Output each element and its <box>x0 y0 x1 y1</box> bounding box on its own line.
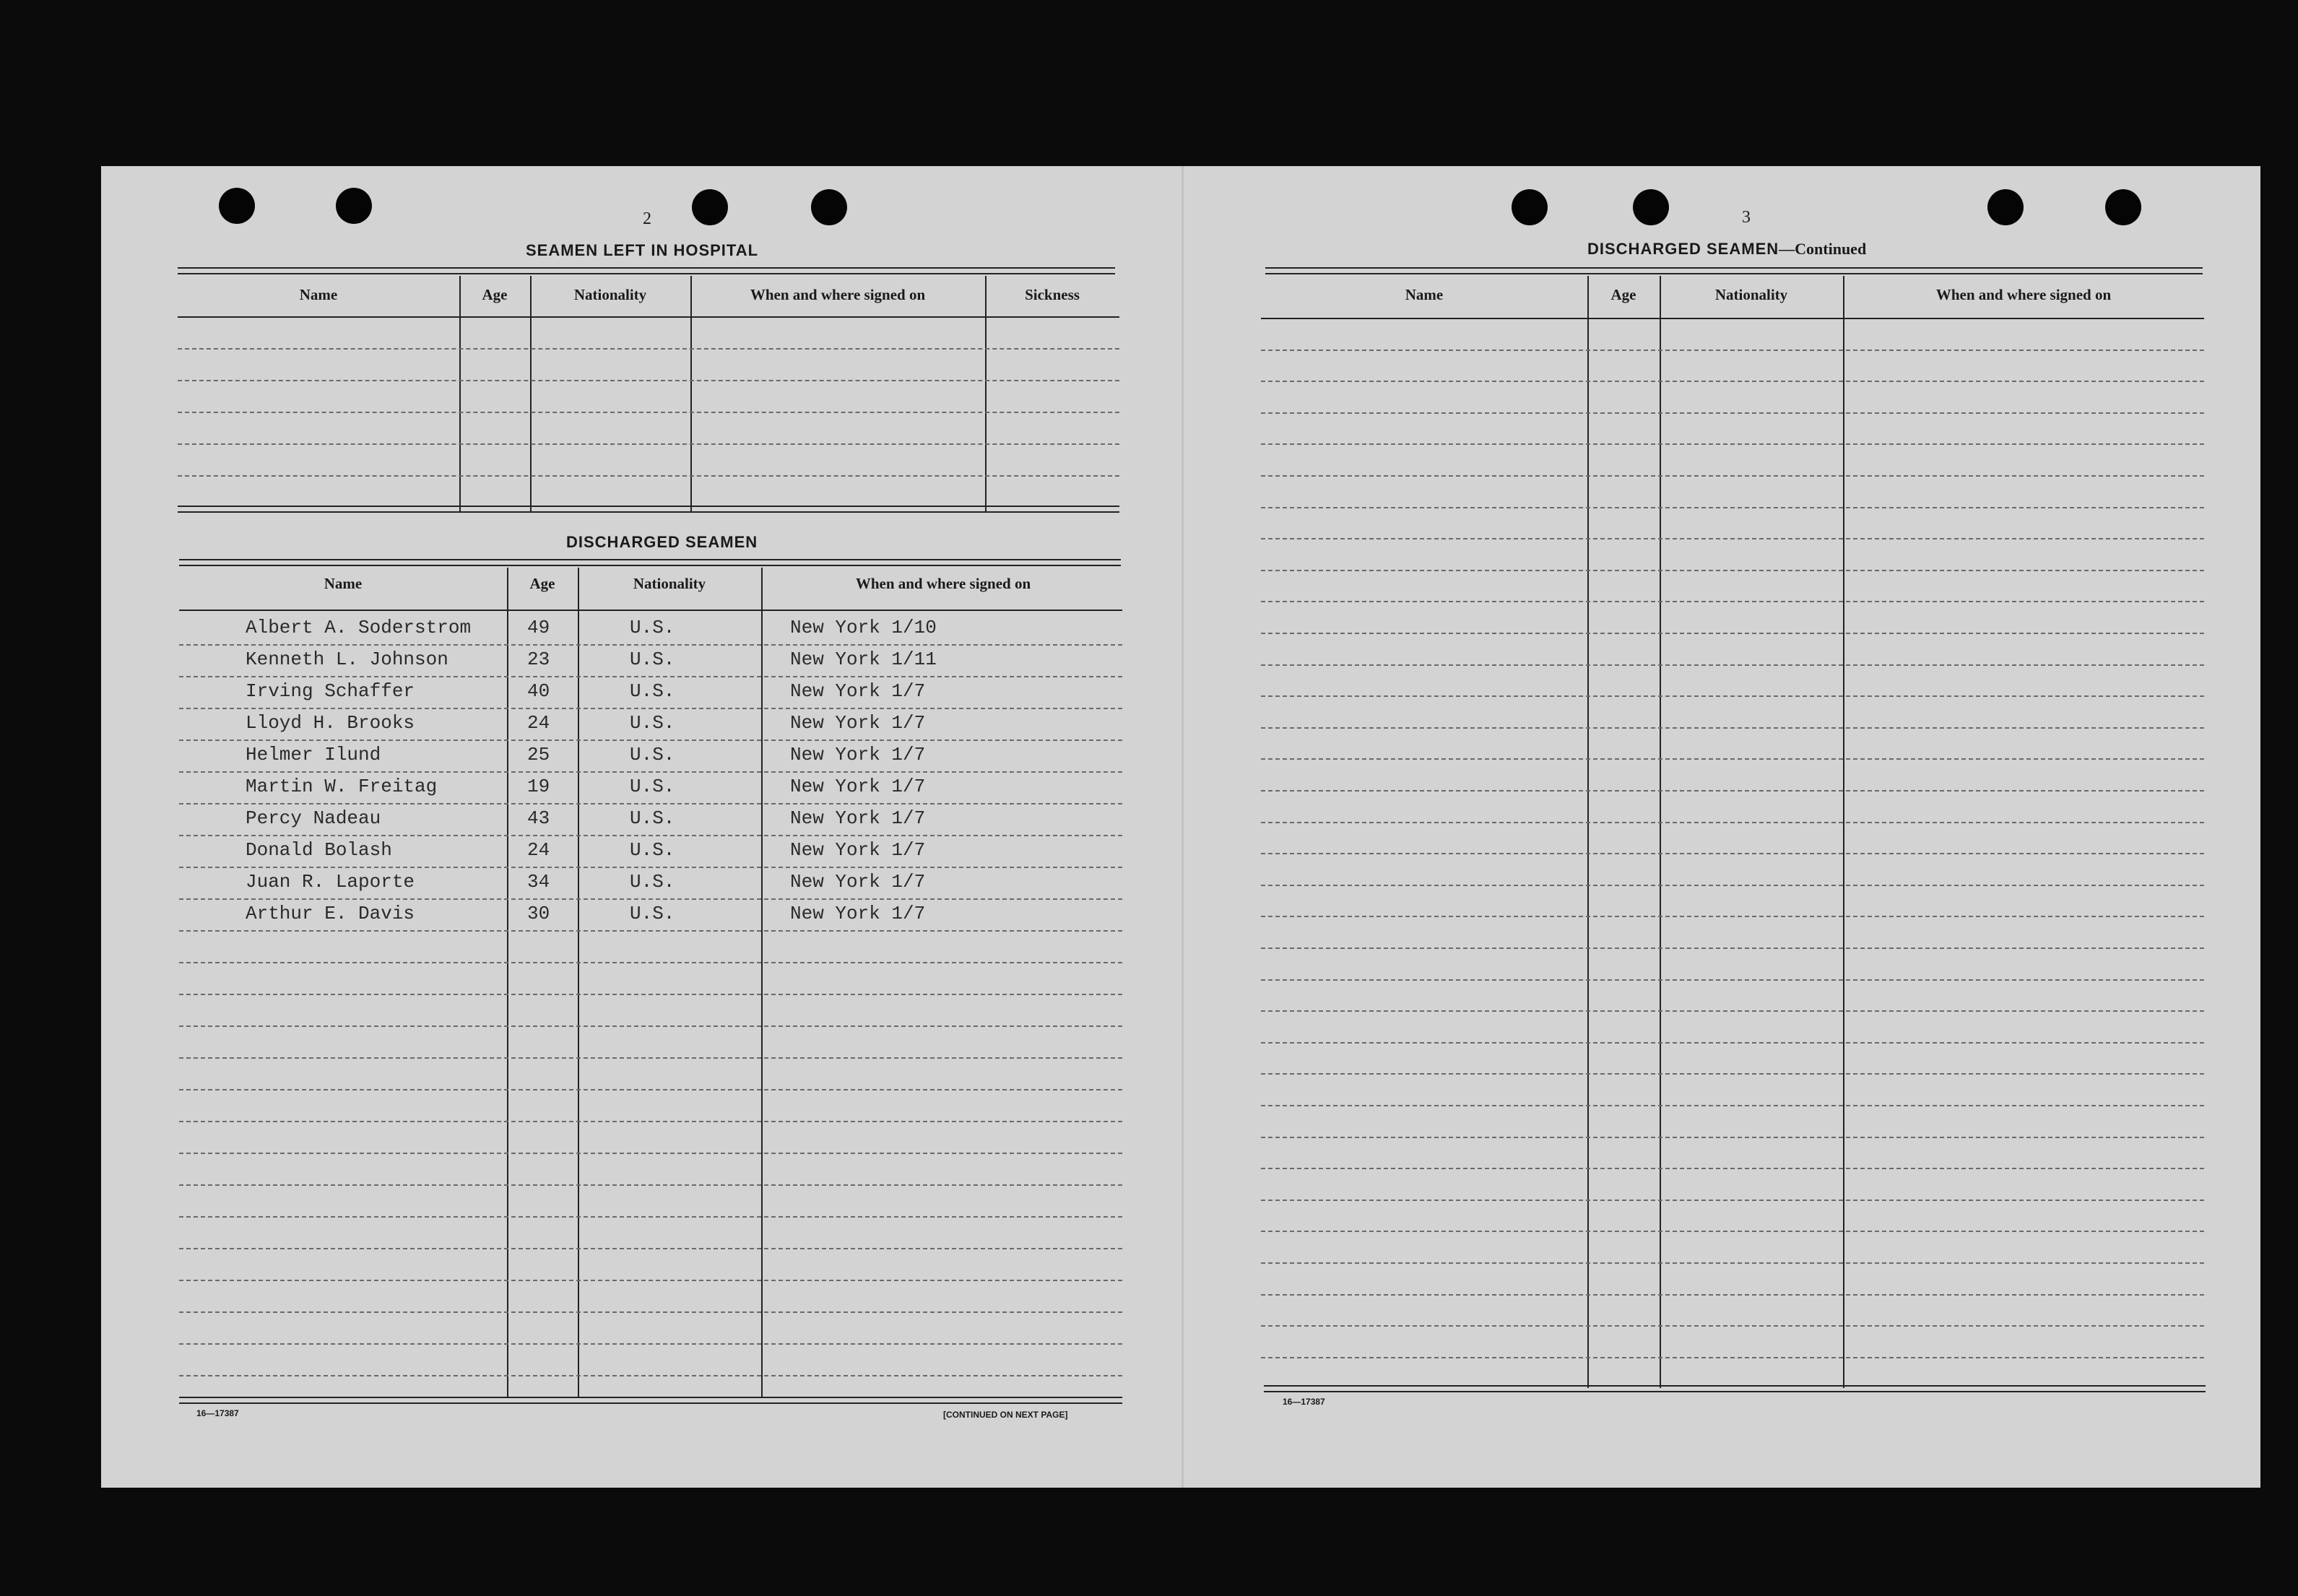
row-line <box>1261 475 2204 477</box>
right-footer-rule <box>1264 1385 2206 1392</box>
right-col-nationality: Nationality <box>1714 286 1788 303</box>
row-line <box>1261 1262 2204 1264</box>
row-line <box>179 994 1122 995</box>
hospital-row-line <box>178 380 1119 381</box>
seaman-nationality: U.S. <box>630 712 675 734</box>
seaman-age: 24 <box>527 712 550 734</box>
row-line <box>1261 1010 2204 1012</box>
seaman-name: Irving Schaffer <box>246 680 415 702</box>
row-line <box>179 835 1122 836</box>
seaman-signed-on: New York 1/10 <box>790 617 937 638</box>
seaman-nationality: U.S. <box>630 680 675 702</box>
seaman-name: Lloyd H. Brooks <box>246 712 415 734</box>
row-line <box>179 771 1122 773</box>
row-line <box>1261 507 2204 508</box>
row-line <box>179 930 1122 932</box>
seaman-name: Donald Bolash <box>246 839 392 861</box>
row-line <box>179 740 1122 741</box>
hospital-subheader-rule <box>178 316 1119 318</box>
discharged-col-name: Name <box>324 575 363 592</box>
row-line <box>1261 1231 2204 1232</box>
row-line <box>179 898 1122 900</box>
row-line <box>179 867 1122 868</box>
row-line <box>1261 381 2204 382</box>
seaman-name: Helmer Ilund <box>246 744 381 766</box>
page-number-left: 2 <box>643 209 651 228</box>
discharged-section-title: DISCHARGED SEAMEN <box>566 533 758 551</box>
punch-hole <box>692 189 728 225</box>
ledger-sheet <box>101 166 2260 1488</box>
row-line <box>1261 1137 2204 1138</box>
seaman-age: 25 <box>527 744 550 766</box>
punch-hole <box>1633 189 1669 225</box>
right-subheader-rule <box>1261 318 2204 319</box>
right-col-age: Age <box>1610 286 1636 303</box>
punch-hole <box>811 189 847 225</box>
hospital-row-line <box>178 348 1119 350</box>
seaman-age: 30 <box>527 903 550 924</box>
row-line <box>1261 1294 2204 1296</box>
punch-hole <box>1987 189 2024 225</box>
punch-hole <box>1512 189 1548 225</box>
seaman-signed-on: New York 1/7 <box>790 871 926 893</box>
discharged-col-divider <box>761 568 763 1398</box>
hospital-col-signed-on: When and where signed on <box>750 286 926 303</box>
row-line <box>179 803 1122 804</box>
row-line <box>1261 1105 2204 1106</box>
row-line <box>1261 350 2204 351</box>
row-line <box>1261 1357 2204 1358</box>
seaman-signed-on: New York 1/7 <box>790 839 926 861</box>
discharged-col-divider <box>507 568 508 1398</box>
seaman-signed-on: New York 1/7 <box>790 712 926 734</box>
hospital-col-name: Name <box>299 286 338 303</box>
seaman-age: 19 <box>527 776 550 797</box>
row-line <box>1261 727 2204 729</box>
row-line <box>179 1089 1122 1090</box>
row-line <box>179 1025 1122 1027</box>
form-code-left: 16—17387 <box>196 1408 239 1418</box>
right-col-divider <box>1843 276 1844 1388</box>
seaman-age: 40 <box>527 680 550 702</box>
row-line <box>179 1343 1122 1345</box>
row-line <box>1261 853 2204 854</box>
row-line <box>179 1248 1122 1249</box>
continued-note: [CONTINUED ON NEXT PAGE] <box>943 1410 1068 1420</box>
row-line <box>179 644 1122 646</box>
row-line <box>1261 1073 2204 1075</box>
hospital-header-rule <box>178 267 1115 274</box>
right-section-title-main: DISCHARGED SEAMEN <box>1587 240 1779 258</box>
punch-hole <box>219 188 255 224</box>
seaman-age: 49 <box>527 617 550 638</box>
row-line <box>1261 443 2204 445</box>
seaman-name: Albert A. Soderstrom <box>246 617 472 638</box>
row-line <box>1261 947 2204 949</box>
form-code-right: 16—17387 <box>1283 1397 1325 1407</box>
seaman-nationality: U.S. <box>630 776 675 797</box>
hospital-col-nationality: Nationality <box>573 286 647 303</box>
discharged-col-divider <box>578 568 579 1398</box>
row-line <box>179 708 1122 709</box>
hospital-row-line <box>178 443 1119 445</box>
discharged-col-age: Age <box>529 575 555 592</box>
discharged-header-rule <box>179 559 1121 566</box>
row-line <box>1261 695 2204 697</box>
seaman-signed-on: New York 1/7 <box>790 680 926 702</box>
row-line <box>179 962 1122 963</box>
right-section-title-suffix: —Continued <box>1779 240 1867 258</box>
hospital-row-line <box>178 475 1119 477</box>
seaman-nationality: U.S. <box>630 649 675 670</box>
row-line <box>1261 885 2204 886</box>
row-line <box>179 1153 1122 1154</box>
row-line <box>179 1057 1122 1059</box>
seaman-signed-on: New York 1/7 <box>790 776 926 797</box>
right-col-divider <box>1587 276 1589 1388</box>
discharged-col-signed-on: When and where signed on <box>855 575 1031 592</box>
row-line <box>1261 601 2204 602</box>
row-line <box>179 1184 1122 1186</box>
seaman-age: 23 <box>527 649 550 670</box>
row-line <box>1261 822 2204 823</box>
row-line <box>1261 1325 2204 1327</box>
punch-hole <box>336 188 372 224</box>
row-line <box>179 1375 1122 1376</box>
seaman-signed-on: New York 1/7 <box>790 807 926 829</box>
seaman-name: Juan R. Laporte <box>246 871 415 893</box>
punch-hole <box>2105 189 2141 225</box>
row-line <box>1261 1042 2204 1044</box>
row-line <box>1261 758 2204 760</box>
right-col-divider <box>1660 276 1661 1388</box>
seaman-signed-on: New York 1/7 <box>790 903 926 924</box>
row-line <box>1261 412 2204 414</box>
seaman-nationality: U.S. <box>630 871 675 893</box>
hospital-footer-rule <box>178 506 1119 513</box>
discharged-col-nationality: Nationality <box>633 575 706 592</box>
seaman-signed-on: New York 1/7 <box>790 744 926 766</box>
row-line <box>1261 570 2204 571</box>
row-line <box>1261 790 2204 792</box>
seaman-nationality: U.S. <box>630 807 675 829</box>
seaman-nationality: U.S. <box>630 617 675 638</box>
right-col-signed-on: When and where signed on <box>1935 286 2112 303</box>
right-section-title <box>1587 240 1866 259</box>
discharged-subheader-rule <box>179 610 1122 611</box>
right-header-rule <box>1265 267 2203 274</box>
seaman-nationality: U.S. <box>630 839 675 861</box>
row-line <box>179 1121 1122 1122</box>
seaman-nationality: U.S. <box>630 903 675 924</box>
seaman-name: Percy Nadeau <box>246 807 381 829</box>
hospital-section-title: SEAMEN LEFT IN HOSPITAL <box>526 241 759 259</box>
right-col-name: Name <box>1405 286 1444 303</box>
page-fold <box>1181 166 1184 1488</box>
row-line <box>179 1280 1122 1281</box>
seaman-age: 43 <box>527 807 550 829</box>
row-line <box>179 676 1122 677</box>
seaman-name: Martin W. Freitag <box>246 776 438 797</box>
row-line <box>1261 979 2204 981</box>
seaman-nationality: U.S. <box>630 744 675 766</box>
hospital-col-age: Age <box>482 286 508 303</box>
row-line <box>1261 538 2204 539</box>
seaman-age: 34 <box>527 871 550 893</box>
seaman-signed-on: New York 1/11 <box>790 649 937 670</box>
seaman-age: 24 <box>527 839 550 861</box>
row-line <box>179 1311 1122 1313</box>
row-line <box>1261 916 2204 917</box>
seaman-name: Arthur E. Davis <box>246 903 415 924</box>
row-line <box>179 1216 1122 1218</box>
row-line <box>1261 1168 2204 1169</box>
page-number-right: 3 <box>1742 208 1751 227</box>
seaman-name: Kenneth L. Johnson <box>246 649 448 670</box>
row-line <box>1261 664 2204 666</box>
row-line <box>1261 633 2204 634</box>
hospital-col-sickness: Sickness <box>1025 286 1080 303</box>
row-line <box>1261 1200 2204 1201</box>
hospital-row-line <box>178 412 1119 413</box>
discharged-footer-rule <box>179 1397 1122 1404</box>
